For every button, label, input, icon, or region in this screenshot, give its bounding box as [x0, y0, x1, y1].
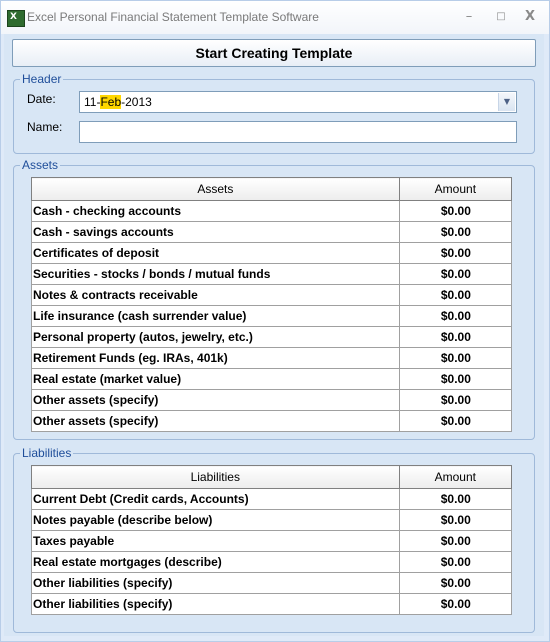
date-month[interactable]: Feb: [100, 95, 122, 109]
asset-label[interactable]: Personal property (autos, jewelry, etc.): [32, 327, 400, 348]
asset-amount[interactable]: $0.00: [399, 201, 511, 222]
date-label: Date:: [27, 92, 56, 106]
table-row[interactable]: [32, 264, 512, 285]
table-row[interactable]: [32, 573, 512, 594]
minimize-button[interactable]: –: [465, 9, 473, 24]
table-row[interactable]: [32, 222, 512, 243]
liability-amount[interactable]: $0.00: [399, 594, 511, 615]
close-button[interactable]: X: [524, 9, 536, 24]
table-row[interactable]: [32, 348, 512, 369]
liability-amount[interactable]: $0.00: [399, 552, 511, 573]
liability-amount[interactable]: $0.00: [399, 573, 511, 594]
client-area: [4, 34, 544, 636]
chevron-down-icon: ▼: [503, 97, 511, 106]
amount-column-header[interactable]: Amount: [399, 178, 511, 201]
asset-label[interactable]: Other assets (specify): [32, 390, 400, 411]
table-row[interactable]: [32, 594, 512, 615]
name-field[interactable]: [79, 121, 517, 143]
table-row[interactable]: [32, 327, 512, 348]
asset-label[interactable]: Certificates of deposit: [32, 243, 400, 264]
liabilities-column-header[interactable]: Liabilities: [32, 466, 400, 489]
liability-amount[interactable]: $0.00: [399, 531, 511, 552]
asset-amount[interactable]: $0.00: [399, 369, 511, 390]
table-row[interactable]: [32, 531, 512, 552]
liability-amount[interactable]: $0.00: [399, 489, 511, 510]
asset-amount[interactable]: $0.00: [399, 222, 511, 243]
asset-label[interactable]: Life insurance (cash surrender value): [32, 306, 400, 327]
asset-label[interactable]: Notes & contracts receivable: [32, 285, 400, 306]
liability-amount[interactable]: $0.00: [399, 510, 511, 531]
asset-amount[interactable]: $0.00: [399, 411, 511, 432]
table-row[interactable]: [32, 201, 512, 222]
date-picker[interactable]: [79, 91, 517, 113]
date-year: -2013: [121, 95, 152, 109]
table-row[interactable]: [32, 243, 512, 264]
amount-column-header[interactable]: Amount: [399, 466, 511, 489]
table-row[interactable]: [32, 306, 512, 327]
table-row[interactable]: [32, 369, 512, 390]
maximize-button[interactable]: □: [496, 11, 506, 22]
assets-column-header[interactable]: Assets: [32, 178, 400, 201]
asset-amount[interactable]: $0.00: [399, 285, 511, 306]
table-row[interactable]: [32, 411, 512, 432]
date-day: 11-: [84, 95, 101, 109]
asset-label[interactable]: Other assets (specify): [32, 411, 400, 432]
asset-label[interactable]: Cash - checking accounts: [32, 201, 400, 222]
table-row[interactable]: [32, 489, 512, 510]
liability-label[interactable]: Taxes payable: [32, 531, 400, 552]
liability-label[interactable]: Current Debt (Credit cards, Accounts): [32, 489, 400, 510]
liabilities-legend: Liabilities: [22, 446, 72, 460]
table-row[interactable]: [32, 390, 512, 411]
asset-label[interactable]: Securities - stocks / bonds / mutual funds: [32, 264, 400, 285]
asset-label[interactable]: Retirement Funds (eg. IRAs, 401k): [32, 348, 400, 369]
header-legend: Header: [22, 72, 62, 86]
date-dropdown-button[interactable]: [498, 93, 515, 111]
table-row[interactable]: [32, 285, 512, 306]
liability-label[interactable]: Notes payable (describe below): [32, 510, 400, 531]
assets-legend: Assets: [22, 158, 59, 172]
assets-table: [31, 177, 512, 432]
asset-label[interactable]: Real estate (market value): [32, 369, 400, 390]
liability-label[interactable]: Other liabilities (specify): [32, 573, 400, 594]
asset-amount[interactable]: $0.00: [399, 327, 511, 348]
liabilities-table: [31, 465, 512, 615]
excel-app-icon: X: [7, 10, 25, 27]
asset-amount[interactable]: $0.00: [399, 243, 511, 264]
start-creating-template-button[interactable]: Start Creating Template: [12, 39, 536, 67]
asset-amount[interactable]: $0.00: [399, 306, 511, 327]
asset-amount[interactable]: $0.00: [399, 264, 511, 285]
asset-label[interactable]: Cash - savings accounts: [32, 222, 400, 243]
asset-amount[interactable]: $0.00: [399, 348, 511, 369]
name-label: Name:: [27, 120, 63, 134]
window-title: Excel Personal Financial Statement Template Software: [27, 10, 319, 24]
title-bar[interactable]: [1, 1, 549, 34]
liability-label[interactable]: Other liabilities (specify): [32, 594, 400, 615]
asset-amount[interactable]: $0.00: [399, 390, 511, 411]
table-row[interactable]: [32, 510, 512, 531]
liability-label[interactable]: Real estate mortgages (describe): [32, 552, 400, 573]
date-value[interactable]: [84, 95, 152, 109]
table-row[interactable]: [32, 552, 512, 573]
